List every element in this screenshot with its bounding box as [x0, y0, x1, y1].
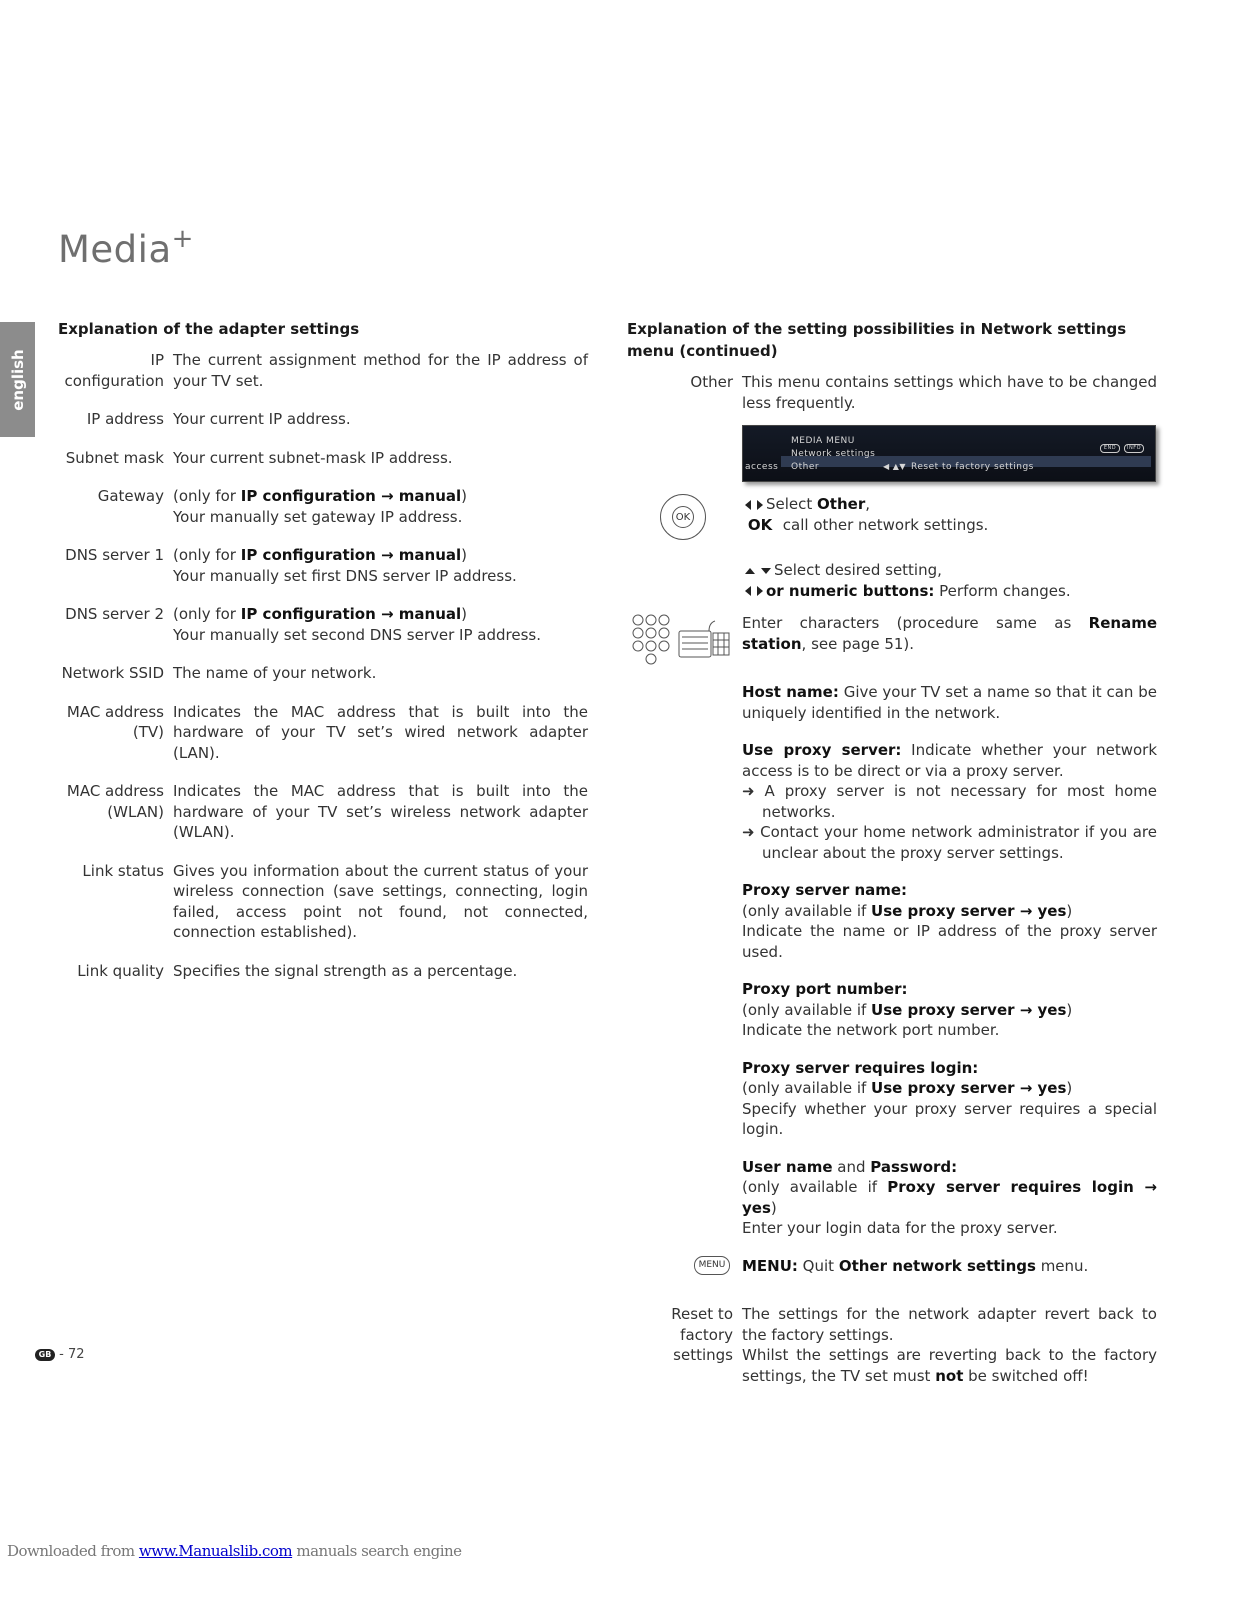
- reset-row: Reset to factory settings The settings for the network adapter revert back to the factory settings. Whilst the settings are reverting back to the factory settings, the TV set must not be switched off!: [627, 1304, 1157, 1386]
- screen-reset-item: Reset to factory settings: [911, 462, 1034, 472]
- setting-term: Gateway: [97, 487, 164, 505]
- setting-row: [58, 861, 588, 943]
- setting-term: IP address: [86, 410, 164, 428]
- setting-desc: The current assignment method for the IP address of your TV set.: [173, 351, 588, 390]
- download-watermark: Downloaded from www.Manualslib.com manuals search engine: [7, 1542, 462, 1560]
- language-tab: [0, 322, 35, 437]
- setting-row: [58, 545, 588, 586]
- screen-info-button-icon: INFO: [1124, 444, 1144, 453]
- bullet-item: ➜ A proxy server is not necessary for most home networks.: [742, 782, 1157, 821]
- tv-menu-screenshot: [742, 425, 1156, 482]
- setting-desc: Indicates the MAC address that is built into the hardware of your TV set’s wired network adapter (LAN).: [173, 702, 588, 762]
- setting-desc: (only for IP configuration → manual) Your manually set second DNS server IP address.: [173, 605, 541, 644]
- arrow-bullet-icon: ➜: [742, 823, 755, 841]
- screen-menu-title: MEDIA MENU: [791, 436, 855, 446]
- setting-term: Network SSID: [61, 664, 164, 682]
- other-desc: This menu contains settings which have to be changed less frequently.: [742, 373, 1157, 412]
- menu-quit-row: MENU MENU: Quit Other network settings menu.: [627, 1256, 1157, 1277]
- host-name-row: Host name: Give your TV set a name so that it can be uniquely identified in the network.: [742, 683, 1157, 722]
- setting-desc: Indicates the MAC address that is built into the hardware of your TV set’s wireless network adapter (WLAN).: [173, 782, 588, 841]
- page-title: Media+: [58, 224, 194, 271]
- nav-ok-row: OK Select Other, OK call other network settings.: [627, 494, 1157, 542]
- setting-term: MAC address (WLAN): [66, 782, 164, 821]
- setting-desc: Your current subnet-mask IP address.: [173, 448, 453, 467]
- setting-term: Link status: [82, 861, 164, 880]
- network-settings-list: [627, 372, 1157, 1386]
- screen-network-settings: Network settings: [791, 449, 876, 459]
- setting-desc: (only for IP configuration → manual) Your manually set gateway IP address.: [173, 487, 468, 526]
- tv-screen-row: [627, 425, 1157, 482]
- setting-row: [58, 409, 588, 430]
- numeric-keypad-and-keyboard-icon: [629, 613, 734, 667]
- use-proxy-row: Use proxy server: Indicate whether your network access is to be direct or via a proxy server. ➜ A proxy server is not necessary for most home networks. ➜ Contact your home network administrator if you are unclear about the proxy server settings.: [742, 741, 1157, 862]
- menu-button-icon: MENU: [694, 1256, 730, 1275]
- setting-desc: Your current IP address.: [173, 410, 351, 428]
- reset-term: Reset to factory settings: [671, 1305, 733, 1364]
- left-column: [58, 318, 588, 999]
- setting-row: [58, 781, 588, 843]
- left-arrow-icon: [745, 586, 751, 596]
- enter-characters-row: Enter characters (procedure same as Rename station, see page 51).: [627, 613, 1157, 665]
- right-heading: Explanation of the setting possibilities in Network settings menu (continued): [627, 320, 1127, 360]
- left-heading: Explanation of the adapter settings: [58, 320, 360, 338]
- arrow-bullet-icon: ➜: [742, 782, 755, 800]
- up-arrow-icon: [745, 568, 755, 574]
- page-number: GB - 72: [35, 1347, 85, 1362]
- setting-row: [58, 702, 588, 764]
- screen-arrow-icons: ◀ ▲▼: [883, 462, 906, 471]
- setting-term: DNS server 1: [65, 546, 164, 564]
- adapter-settings-list: [58, 350, 588, 981]
- gb-badge-icon: GB: [35, 1349, 55, 1361]
- right-arrow-icon: [757, 586, 763, 596]
- down-arrow-icon: [761, 568, 771, 574]
- setting-term: MAC address (TV): [66, 702, 164, 741]
- setting-term: Link quality: [77, 961, 164, 980]
- setting-row: [58, 350, 588, 391]
- other-row: [627, 372, 1157, 413]
- ok-navigation-icon: OK: [660, 494, 706, 540]
- screen-side-label: access: [745, 462, 779, 472]
- screen-end-button-icon: END: [1100, 444, 1120, 453]
- right-column: [627, 318, 1157, 1404]
- manualslib-link[interactable]: www.Manualslib.com: [138, 1542, 293, 1560]
- setting-desc: The name of your network.: [173, 664, 377, 682]
- proxy-port-row: Proxy port number: (only available if Use proxy server → yes) Indicate the network port number.: [742, 980, 1073, 1039]
- setting-row: [58, 604, 588, 645]
- setting-term: Subnet mask: [65, 448, 164, 467]
- screen-selected-item: Other: [791, 462, 820, 472]
- right-arrow-icon: [757, 500, 763, 510]
- setting-desc: Gives you information about the current status of your wireless connection (save settings, connecting, login failed, access point not found, not connected, connection established).: [173, 861, 588, 941]
- ok-key-label: OK: [747, 515, 773, 534]
- language-tab-label: english: [8, 348, 27, 411]
- setting-row: [58, 961, 588, 982]
- left-arrow-icon: [745, 500, 751, 510]
- bullet-item: ➜ Contact your home network administrator if you are unclear about the proxy server settings.: [742, 823, 1157, 862]
- setting-term: DNS server 2: [65, 605, 164, 623]
- proxy-name-row: Proxy server name: (only available if Use proxy server → yes) Indicate the name or IP address of the proxy server used.: [742, 881, 1157, 961]
- setting-row: [58, 448, 588, 469]
- setting-desc: (only for IP configuration → manual) Your manually set first DNS server IP address.: [173, 546, 517, 585]
- nav-select-row: Select desired setting, or numeric buttons: Perform changes.: [627, 560, 1157, 601]
- setting-desc: Specifies the signal strength as a percentage.: [173, 961, 518, 980]
- setting-row: [58, 486, 588, 527]
- setting-term: IP configuration: [64, 351, 164, 390]
- setting-row: [58, 663, 588, 684]
- proxy-login-row: Proxy server requires login: (only available if Use proxy server → yes) Specify whether your proxy server requires a special login.: [742, 1058, 1157, 1138]
- other-term: Other: [690, 373, 733, 391]
- user-password-row: User name and Password: (only available if Proxy server requires login → yes) Enter your login data for the proxy server.: [742, 1157, 1157, 1237]
